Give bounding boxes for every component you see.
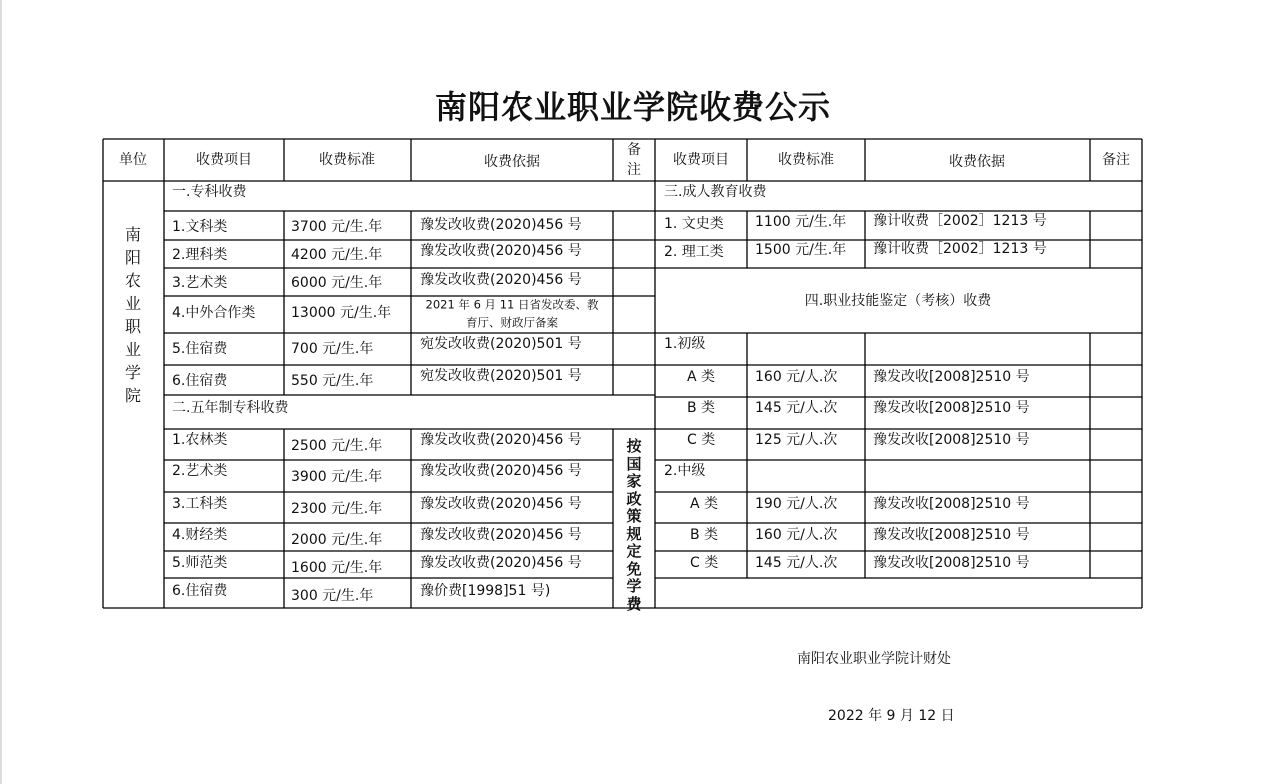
row-basis: 豫计收费［2002］1213 号	[873, 241, 1047, 257]
row-item: 3.工科类	[172, 496, 228, 512]
row-basis: 豫发改收[2008]2510 号	[873, 400, 1030, 416]
row-item: 2. 理工类	[664, 244, 724, 260]
header-remark: 备注	[627, 142, 641, 178]
row-basis: 豫发改收[2008]2510 号	[873, 527, 1030, 543]
row-basis: 豫发改收费(2020)456 号	[420, 463, 582, 479]
row-item: C 类	[687, 432, 716, 448]
row-standard: 3700 元/生.年	[291, 219, 383, 235]
section-title-3: 三.成人教育收费	[664, 184, 767, 200]
row-standard: 4200 元/生.年	[291, 247, 383, 263]
section-title-4: 四.职业技能鉴定（考核）收费	[804, 293, 992, 309]
row-standard: 1500 元/生.年	[755, 242, 847, 258]
row-basis: 豫发改收费(2020)456 号	[420, 555, 582, 571]
row-standard: 300 元/生.年	[291, 588, 374, 604]
row-item: B 类	[687, 400, 716, 416]
header-standard: 收费标准	[319, 152, 375, 168]
row-basis: 豫发改收费(2020)456 号	[420, 432, 582, 448]
row-basis: 豫发改收费(2020)456 号	[420, 272, 582, 288]
row-item: B 类	[690, 527, 719, 543]
row-item: 2.理科类	[172, 247, 228, 263]
row-basis: 豫发改收[2008]2510 号	[873, 369, 1030, 385]
row-item: A 类	[687, 369, 716, 385]
row-item: 2.艺术类	[172, 463, 228, 479]
row-standard: 160 元/人.次	[755, 527, 838, 543]
row-basis: 豫发改收费(2020)456 号	[420, 243, 582, 259]
tuition-exemption-note: 按国家政策规定免学费	[626, 437, 642, 613]
row-item: 1. 文史类	[664, 216, 724, 232]
row-standard: 125 元/人.次	[755, 432, 838, 448]
row-basis: 豫发改收费(2020)456 号	[420, 217, 582, 233]
row-basis-line2: 育厅、财政厅备案	[466, 315, 558, 330]
section-title-1: 一.专科收费	[172, 184, 247, 200]
row-standard: 160 元/人.次	[755, 369, 838, 385]
row-item: 4.财经类	[172, 527, 228, 543]
row-item: C 类	[690, 555, 719, 571]
row-standard: 1600 元/生.年	[291, 560, 383, 576]
row-item: 1.农林类	[172, 432, 228, 448]
row-item: 5.住宿费	[172, 341, 228, 357]
issue-date: 2022 年 9 月 12 日	[828, 708, 955, 724]
row-basis: 豫价费[1998]51 号)	[420, 583, 551, 599]
level-title-1: 1.初级	[664, 336, 706, 352]
row-basis: 豫发改收费(2020)456 号	[420, 527, 582, 543]
row-basis: 豫发改收[2008]2510 号	[873, 496, 1030, 512]
row-basis: 豫发改收费(2020)456 号	[420, 496, 582, 512]
row-item: 6.住宿费	[172, 583, 228, 599]
page-title: 南阳农业职业学院收费公示	[434, 88, 831, 126]
row-basis: 豫发改收[2008]2510 号	[873, 555, 1030, 571]
header-basis: 收费依据	[484, 154, 540, 170]
row-basis: 宛发改收费(2020)501 号	[420, 368, 582, 384]
header-item: 收费项目	[196, 152, 252, 168]
row-standard: 3900 元/生.年	[291, 469, 383, 485]
header-standard-2: 收费标准	[778, 152, 834, 168]
row-standard: 700 元/生.年	[291, 341, 374, 357]
issuing-office: 南阳农业职业学院计财处	[797, 651, 951, 667]
row-standard: 2500 元/生.年	[291, 438, 383, 454]
header-item-2: 收费项目	[673, 152, 729, 168]
row-item: 5.师范类	[172, 555, 228, 571]
header-unit: 单位	[119, 152, 147, 168]
row-standard: 13000 元/生.年	[291, 305, 392, 321]
row-standard: 190 元/人.次	[755, 496, 838, 512]
row-standard: 2300 元/生.年	[291, 501, 383, 517]
row-standard: 145 元/人.次	[755, 555, 838, 571]
row-basis: 宛发改收费(2020)501 号	[420, 336, 582, 352]
unit-name: 南阳农业职业学院	[124, 225, 141, 405]
row-standard: 145 元/人.次	[755, 400, 838, 416]
row-basis: 豫计收费［2002］1213 号	[873, 213, 1047, 229]
row-basis-line1: 2021 年 6 月 11 日省发改委、教	[425, 297, 599, 312]
header-remark-2: 备注	[1102, 152, 1130, 168]
row-standard: 2000 元/生.年	[291, 532, 383, 548]
row-item: 6.住宿费	[172, 373, 228, 389]
row-item: 4.中外合作类	[172, 305, 256, 321]
level-title-2: 2.中级	[664, 463, 706, 479]
row-item: 3.艺术类	[172, 275, 228, 291]
row-item: 1.文科类	[172, 219, 228, 235]
header-basis-2: 收费依据	[949, 154, 1005, 170]
row-basis: 豫发改收[2008]2510 号	[873, 432, 1030, 448]
row-standard: 1100 元/生.年	[755, 214, 847, 230]
section-title-2: 二.五年制专科收费	[172, 400, 289, 416]
row-standard: 6000 元/生.年	[291, 275, 383, 291]
row-standard: 550 元/生.年	[291, 373, 374, 389]
row-item: A 类	[690, 496, 719, 512]
